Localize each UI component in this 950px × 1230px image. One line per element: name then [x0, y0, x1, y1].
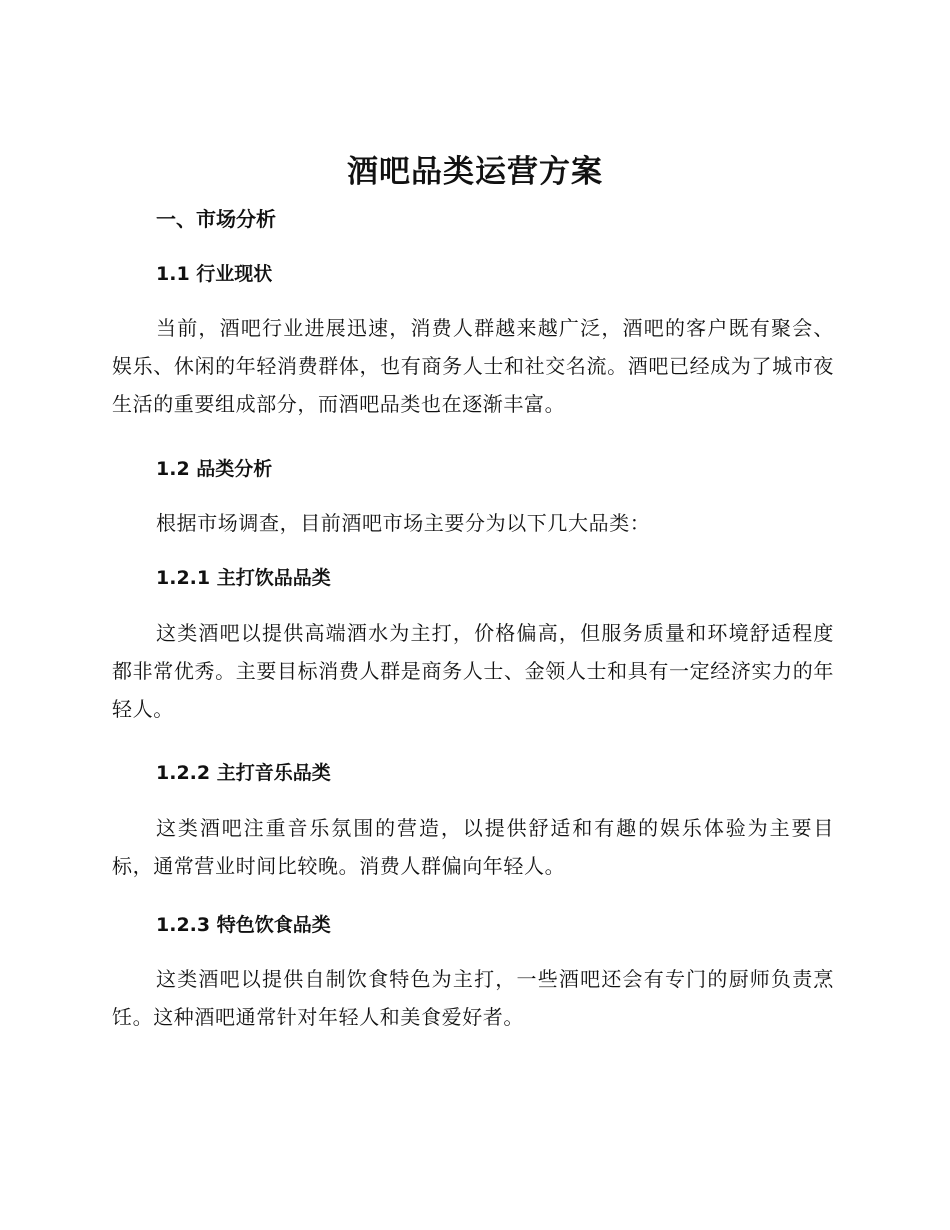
- document-title: 酒吧品类运营方案: [347, 154, 603, 190]
- paragraph-drinks-category: 这类酒吧以提供高端酒水为主打，价格偏高，但服务质量和环境舒适程度都非常优秀。主要目标消费人群是商务人士、金领人士和具有一定经济实力的年轻人。: [112, 621, 834, 721]
- subsection-heading-category-analysis: 1.2 品类分析: [156, 458, 273, 480]
- subsection-heading-food-category: 1.2.3 特色饮食品类: [156, 914, 331, 936]
- paragraph-industry-status: 当前，酒吧行业进展迅速，消费人群越来越广泛，酒吧的客户既有聚会、娱乐、休闲的年轻消费群体，也有商务人士和社交名流。酒吧已经成为了城市夜生活的重要组成部分，而酒吧品类也在逐渐丰富。: [112, 316, 834, 416]
- section-heading-market-analysis: 一、市场分析: [156, 207, 276, 231]
- paragraph-food-category: 这类酒吧以提供自制饮食特色为主打，一些酒吧还会有专门的厨师负责烹饪。这种酒吧通常针对年轻人和美食爱好者。: [112, 967, 834, 1029]
- paragraph-music-category: 这类酒吧注重音乐氛围的营造，以提供舒适和有趣的娱乐体验为主要目标，通常营业时间比较晚。消费人群偏向年轻人。: [112, 816, 834, 878]
- paragraph-category-analysis: 根据市场调查，目前酒吧市场主要分为以下几大品类：: [156, 511, 651, 535]
- subsection-heading-industry-status: 1.1 行业现状: [156, 263, 273, 285]
- subsection-heading-music-category: 1.2.2 主打音乐品类: [156, 762, 331, 784]
- subsection-heading-drinks-category: 1.2.1 主打饮品品类: [156, 567, 331, 589]
